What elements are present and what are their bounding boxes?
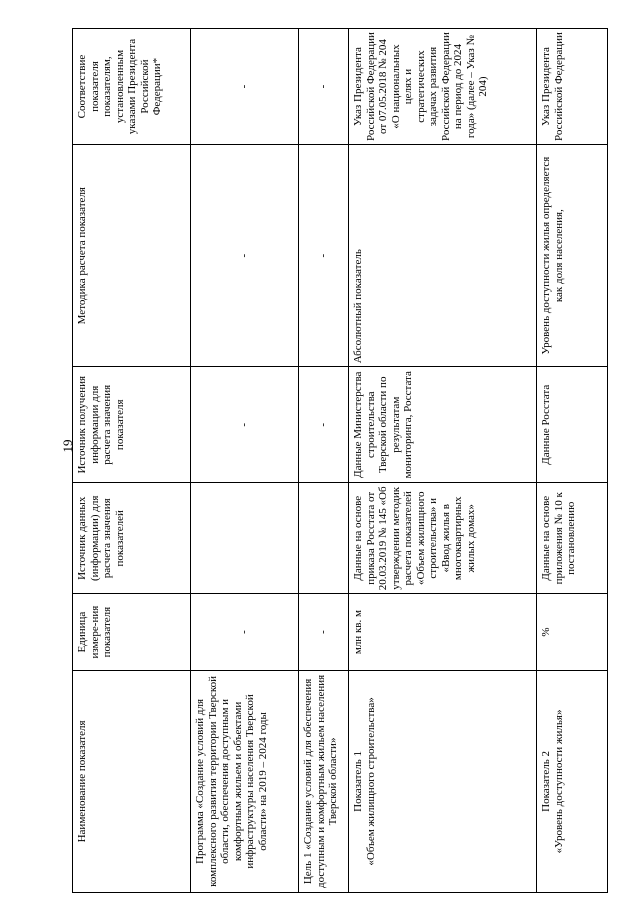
- row-decree: Указ Президента Российской Федерации: [537, 29, 608, 145]
- table-row: [299, 29, 349, 893]
- header-unit: Единица измере-ния показателя: [73, 594, 191, 671]
- row-name: Показатель 2 «Уровень доступности жилья»: [537, 670, 608, 892]
- row-decree: -: [299, 29, 349, 145]
- row-method: Уровень доступности жилья определяется как доля населения,: [537, 145, 608, 367]
- row-unit: -: [299, 594, 349, 671]
- table-header-row: [73, 29, 191, 893]
- header-indicator-name: Наименование показателя: [73, 670, 191, 892]
- row-unit: -: [191, 594, 299, 671]
- row-unit: %: [537, 594, 608, 671]
- header-info-source: Источник получения информации для расчета значения показателя: [73, 367, 191, 483]
- row-data-source: [191, 483, 299, 594]
- rotated-table-container: [72, 28, 607, 893]
- row-info-source: -: [299, 367, 349, 483]
- row-unit: млн кв. м: [349, 594, 537, 671]
- row-name: Цель 1 «Создание условий для обеспечения доступным и комфортным жильем населения Тверской области»: [299, 670, 349, 892]
- table-row: [191, 29, 299, 893]
- row-method: -: [191, 145, 299, 367]
- row-name: Программа «Создание условий для комплексного развития территории Тверской области, обеспечения доступным и комфортным жильем и объектами инфраструктуры населения Тверской области» на 2019 – 2024 годы: [191, 670, 299, 892]
- row-data-source: Данные на основе приказа Росстата от 20.03.2019 № 145 «Об утверждении методик расчета показателей «Объем жилищного строительства» и «Ввод жилья в многоквартирных жилых домах»: [349, 483, 537, 594]
- page-number: 19: [60, 439, 75, 453]
- row-info-source: -: [191, 367, 299, 483]
- row-decree: Указ Президента Российской Федерации от 07.05.2018 № 204 «О национальных целях и стратегических задачах развития Российской Федерации на период до 2024 года» (далее – Указ № 204): [349, 29, 537, 145]
- row-info-source: Данные Министерства строительства Тверской области по результатам мониторинга, Росстата: [349, 367, 537, 483]
- header-method: Методика расчета показателя: [73, 145, 191, 367]
- row-data-source: [299, 483, 349, 594]
- row-decree: -: [191, 29, 299, 145]
- rotated-table-wrapper: [72, 28, 607, 893]
- table-row: [537, 29, 608, 893]
- header-data-source: Источник данных (информации) для расчета значения показателей: [73, 483, 191, 594]
- table-row: [349, 29, 537, 893]
- row-info-source: Данные Росстата: [537, 367, 608, 483]
- header-decree: Соответствие показателя показателям, установленным указами Президента Российской Федерации*: [73, 29, 191, 145]
- indicators-table: [72, 28, 608, 893]
- row-name: Показатель 1 «Объем жилищного строительства»: [349, 670, 537, 892]
- row-method: -: [299, 145, 349, 367]
- row-data-source: Данные на основе приложения № 10 к постановлению: [537, 483, 608, 594]
- row-method: Абсолютный показатель: [349, 145, 537, 367]
